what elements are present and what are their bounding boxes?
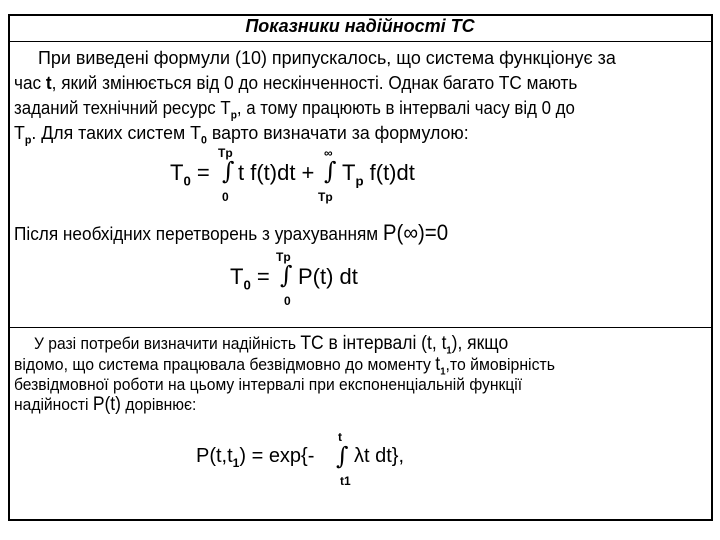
subscript: p [230, 109, 237, 122]
subscript: 0 [200, 134, 207, 147]
text-fragment: дорівнює: [120, 395, 197, 414]
text-fragment: t [45, 72, 52, 93]
section-divider [8, 327, 713, 328]
subscript: 1 [446, 345, 452, 357]
subscript: 1 [232, 456, 240, 470]
paragraph-line [14, 122, 469, 147]
text-fragment: P(t,t [196, 445, 233, 467]
text-fragment: T [14, 122, 25, 143]
text-fragment: T [230, 264, 244, 289]
text-fragment: . Для таких систем T [31, 122, 201, 143]
text-fragment: Tp [318, 190, 333, 204]
text-fragment: надійності [14, 395, 93, 414]
subscript: 0 [183, 173, 191, 189]
text-fragment: ,то ймовірність [445, 355, 555, 374]
text-fragment: ТС в інтервалі (t, t [300, 333, 447, 354]
text-fragment: T [170, 160, 184, 185]
paragraph-line [14, 97, 575, 122]
text-fragment: f(t)dt [363, 160, 415, 185]
text-fragment: У разі потреби визначити надійність [34, 334, 301, 353]
paragraph-line: При виведені формули (10) припускалось, що система функціонує за [38, 47, 616, 68]
text-fragment: Tp [276, 250, 291, 264]
text-fragment: t [435, 354, 441, 375]
text-fragment [170, 160, 210, 188]
integral-icon: ∫ [222, 157, 235, 185]
text-fragment: 0 [222, 190, 229, 204]
text-fragment: варто визначати за формулою: [206, 122, 469, 143]
integral-icon: ∫ [336, 442, 349, 470]
subscript: p [24, 134, 32, 147]
paragraph-line [14, 220, 448, 246]
subscript: p [355, 173, 364, 189]
text-fragment: T [342, 160, 356, 185]
text-fragment: t [338, 430, 342, 444]
integral-icon: ∫ [324, 157, 337, 185]
text-fragment: ), якщо [451, 333, 509, 354]
text-fragment: ) = exp{- [239, 445, 315, 467]
text-fragment: час [14, 72, 46, 93]
subscript: 1 [440, 366, 446, 378]
slide-title: Показники надійності ТС [245, 16, 475, 36]
text-fragment: P(t) dt [298, 264, 358, 289]
text-fragment: , який змінюється від 0 до нескінченності. Однак багато ТС мають [51, 72, 578, 93]
text-fragment [342, 160, 415, 188]
paragraph-line [14, 72, 577, 94]
paragraph-line: безвідмовної роботи на цьому інтервалі при експоненціальній функції [14, 375, 523, 394]
text-fragment: , а тому працюють в інтервалі часу від 0 до [236, 97, 575, 118]
text-fragment [230, 264, 270, 292]
integral-icon: ∫ [280, 261, 293, 289]
text-fragment: P(t) [92, 394, 121, 415]
subscript: 0 [243, 277, 251, 293]
paragraph-line [14, 395, 196, 414]
text-fragment: P(∞)=0 [382, 220, 449, 245]
text-fragment: заданий технічний ресурс T [14, 97, 231, 118]
text-fragment: t f(t)dt + [238, 160, 315, 185]
text-fragment: відомо, що система працювала безвідмовно до моменту [14, 355, 436, 374]
text-fragment: t1 [340, 474, 351, 488]
text-fragment [196, 445, 314, 470]
text-fragment: Tp [218, 146, 233, 160]
text-fragment: = [256, 264, 270, 289]
title-divider [8, 41, 713, 42]
text-fragment: = [196, 160, 210, 185]
text-fragment: λt dt}, [354, 445, 405, 467]
text-fragment: 0 [284, 294, 291, 308]
text-fragment: ∞ [324, 146, 333, 160]
text-fragment: Після необхідних перетворень з урахуванням [14, 223, 383, 244]
